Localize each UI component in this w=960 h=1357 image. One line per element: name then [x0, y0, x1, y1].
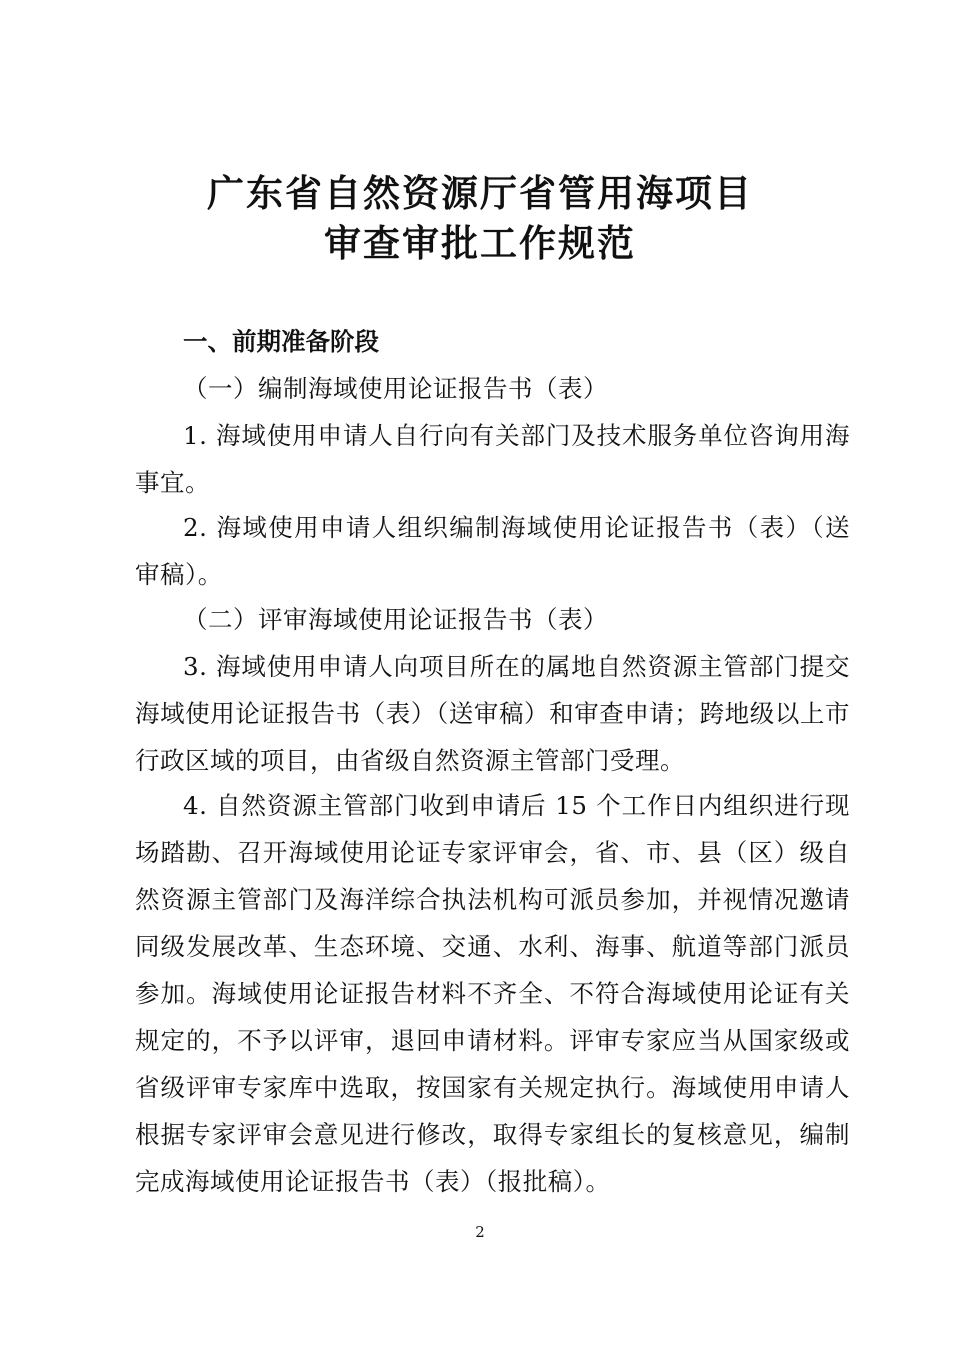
paragraph-item-4: 4. 自然资源主管部门收到申请后 15 个工作日内组织进行现场踏勘、召开海域使用论证专家评审会，省、市、县（区）级自然资源主管部门及海洋综合执法机构可派员参加，并视情况邀请同级发展改革、生态环境、交通、水利、海事、航道等部门派员参加。海域使用论证报告材料不齐全、不符合海域使用论证有关规定的，不予以评审，退回申请材料。评审专家应当从国家级或省级评审专家库中选取，按国家有关规定执行。海域使用申请人根据专家评审会意见进行修改，取得专家组长的复核意见，编制完成海域使用论证报告书（表）（报批稿）。	[135, 791, 850, 1196]
paragraph-item-1: 1. 海域使用申请人自行向有关部门及技术服务单位咨询用海事宜。	[135, 421, 850, 497]
subsection-heading-compile-report: （一）编制海域使用论证报告书（表）	[183, 374, 608, 403]
document-title-line2: 审查审批工作规范	[324, 222, 636, 265]
paragraph-item-3: 3. 海域使用申请人向项目所在的属地自然资源主管部门提交海域使用论证报告书（表）（送审稿）和审查申请；跨地级以上市行政区域的项目，由省级自然资源主管部门受理。	[135, 652, 850, 775]
paragraph-item-2: 2. 海域使用申请人组织编制海域使用论证报告书（表）（送审稿）。	[135, 513, 850, 589]
page-number: 2	[475, 1223, 485, 1241]
document-title-line1: 广东省自然资源厅省管用海项目	[207, 172, 753, 215]
section-heading-preparation: 一、前期准备阶段	[183, 327, 379, 356]
subsection-heading-review-report: （二）评审海域使用论证报告书（表）	[183, 605, 608, 634]
